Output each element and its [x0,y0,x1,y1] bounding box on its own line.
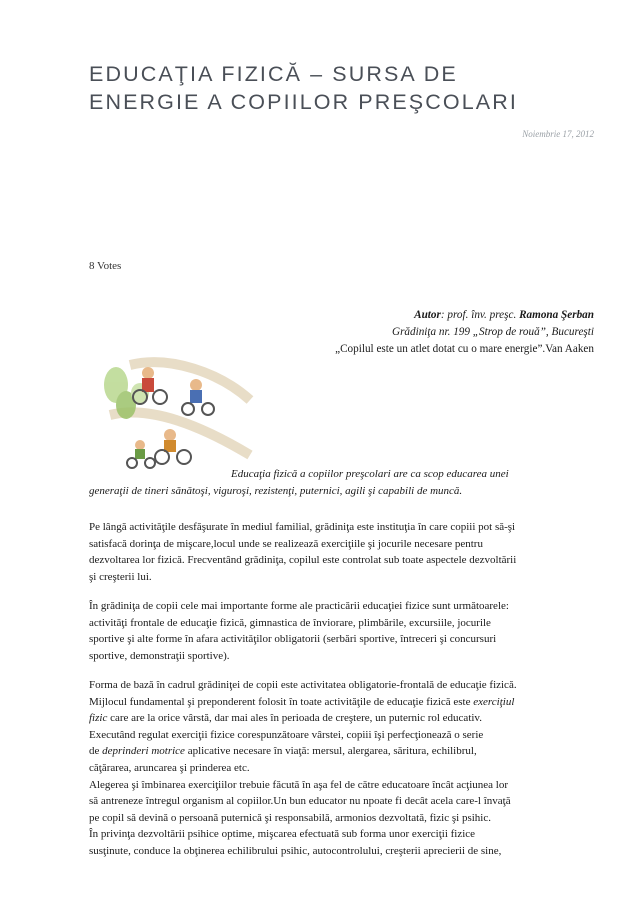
paragraph-text: aplicative necesare în viaţă: mersul, alergarea, săritura, echilibrul, [184,745,477,758]
emphasis-term: deprinderi motrice [102,745,185,758]
author-label: Autor [414,309,441,321]
page-title [89,60,609,116]
paragraph-line: satisfacă dorinţa de mişcare,locul unde se realizează exerciţiile şi jocurile necesare pentru [89,537,483,550]
emphasis-term: fizic [89,712,108,725]
paragraph-3 [89,677,599,860]
paragraph-line: sportive, demonstraţii sportive). [89,649,230,662]
paragraph-line: pe copil să devină o persoană puternică şi responsabilă, armonios dezvoltată, fizic şi psihic. [89,811,491,824]
author-quote: „Copilul este un atlet dotat cu o mare energie”.Van Aaken [335,343,594,355]
paragraph-line: În grădiniţa de copii cele mai importante forme ale practicării educaţiei fizice sunt următoarele: [89,600,509,612]
caption-line-2: generaţii de tineri sănătoşi, viguroşi, rezistenţi, puternici, agili şi capabili de muncă. [89,485,463,497]
emphasis-term: exerciţiul [473,695,515,708]
caption-line-1: Educaţia fizică a copiilor preşcolari are ca scop educarea unei [231,468,509,480]
author-name: Ramona Şerban [519,309,594,321]
paragraph-text: care are la orice vârstă, dar mai ales în perioada de creştere, un puternic rol educativ. [107,712,482,725]
paragraph-line: Executând regulat exerciţii fizice corespunzătoare vârstei, copiii îşi perfecţionează o serie [89,728,484,741]
post-date: Noiembrie 17, 2012 [522,129,594,139]
children-bicycles-illustration [100,345,260,473]
votes-count[interactable]: 8 Votes [89,260,122,272]
paragraph-line: Forma de bază în cadrul grădiniţei de copii este activitatea obligatorie-frontală de educaţie fizică. [89,679,517,691]
paragraph-line: dezvoltarea lor fizică. Frecventând grădiniţa, copilul este controlat sub toate aspectele dezvoltării [89,554,517,567]
paragraph-line: activităţi frontale de educaţie fizică, gimnastica de înviorare, plimbările, excursiile, jocurile [89,616,491,629]
author-block [335,307,594,358]
paragraph-line: În privinţa dezvoltării psihice optime, mişcarea efectuată sub forma unor exerciţii fizice [89,828,476,841]
paragraph-text: Mijlocul fundamental şi preponderent folosit în toate activităţile de educaţie fizică este [89,695,474,708]
paragraph-2 [89,598,599,664]
paragraph-line: susţinute, conduce la obţinerea echilibrului psihic, autocontrolului, creşterii aprecierii de sine, [89,844,502,857]
paragraph-line [89,743,599,760]
paragraph-line: Alegerea şi îmbinarea exerciţiilor trebuie făcută în aşa fel de către educatoare încât acţiunea lor [89,778,508,791]
intro-caption [89,466,599,500]
paragraph-line: sportive şi alte forme în afara activităţilor obligatorii (serbări sportive, întreceri şi concursuri [89,633,497,646]
title-line-2: ENERGIE A COPIILOR PREŞCOLARI [89,90,518,114]
author-role: : prof. înv. preşc. [440,309,517,321]
paragraph-line: şi creşterii lui. [89,570,152,583]
paragraph-line: căţărarea, aruncarea şi prinderea etc. [89,761,250,774]
paragraph-line [89,710,599,727]
author-line [335,307,594,324]
paragraph-line: Pe lângă activităţile desfăşurate în mediul familial, grădiniţa este instituţia în care copiii pot să-şi [89,521,516,533]
paragraph-text: de [89,745,103,758]
paragraph-1 [89,519,599,585]
paragraph-line: să antreneze întregul organism al copiilor.Un bun educator nu npoate fi decât acela care-l învaţă [89,795,511,808]
paragraph-line [89,694,599,711]
title-line-1: EDUCAŢIA FIZICĂ – SURSA DE [89,62,458,86]
author-school: Grădiniţa nr. 199 „Strop de rouă”, Bucureşti [391,326,594,338]
